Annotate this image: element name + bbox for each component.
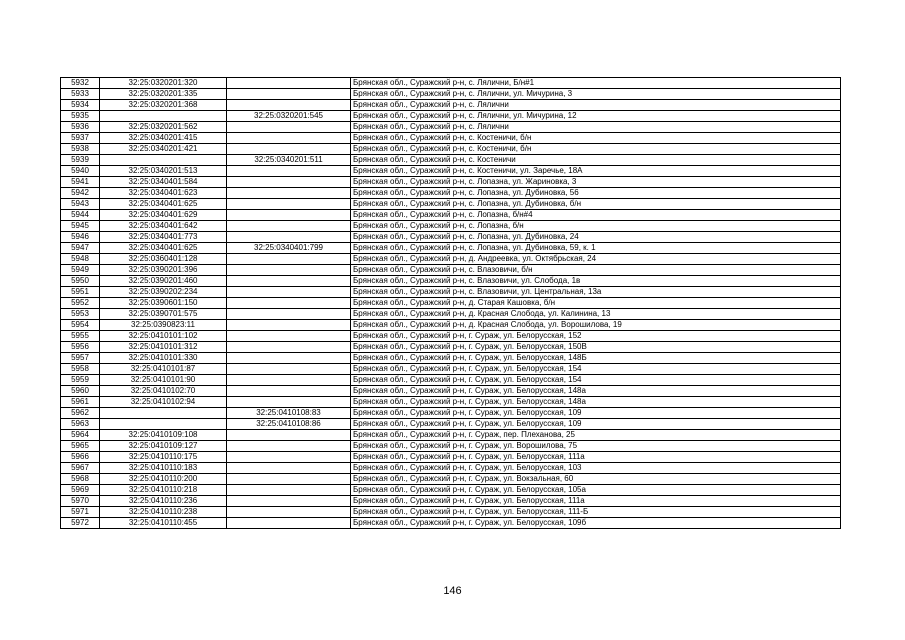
linked-cadastral-number-cell <box>227 496 351 507</box>
records-table-body <box>61 78 841 529</box>
address-cell: Брянская обл., Суражский р-н, с. Влазовичи, ул. Центральная, 13а <box>351 287 841 298</box>
cadastral-number-cell <box>100 111 227 122</box>
row-number-cell: 5951 <box>61 287 100 298</box>
address-cell: Брянская обл., Суражский р-н, с. Лопазна, б/н <box>351 221 841 232</box>
address-cell: Брянская обл., Суражский р-н, с. Лялични, Б/н#1 <box>351 78 841 89</box>
table-row <box>61 155 841 166</box>
linked-cadastral-number-cell <box>227 441 351 452</box>
linked-cadastral-number-cell <box>227 177 351 188</box>
linked-cadastral-number-cell <box>227 474 351 485</box>
row-number-cell: 5933 <box>61 89 100 100</box>
cadastral-number-cell: 32:25:0410101:90 <box>100 375 227 386</box>
cadastral-number-cell: 32:25:0390601:150 <box>100 298 227 309</box>
row-number-cell: 5953 <box>61 309 100 320</box>
table-row <box>61 408 841 419</box>
linked-cadastral-number-cell: 32:25:0320201:545 <box>227 111 351 122</box>
cadastral-number-cell: 32:25:0410109:108 <box>100 430 227 441</box>
linked-cadastral-number-cell <box>227 375 351 386</box>
row-number-cell: 5948 <box>61 254 100 265</box>
address-cell: Брянская обл., Суражский р-н, г. Сураж, ул. Белорусская, 154 <box>351 364 841 375</box>
address-cell: Брянская обл., Суражский р-н, с. Костеничи, б/н <box>351 133 841 144</box>
linked-cadastral-number-cell <box>227 353 351 364</box>
cadastral-number-cell: 32:25:0320201:320 <box>100 78 227 89</box>
cadastral-number-cell: 32:25:0340401:773 <box>100 232 227 243</box>
address-cell: Брянская обл., Суражский р-н, г. Сураж, ул. Белорусская, 109б <box>351 518 841 529</box>
table-row <box>61 485 841 496</box>
cadastral-number-cell: 32:25:0410110:455 <box>100 518 227 529</box>
cadastral-number-cell: 32:25:0410101:312 <box>100 342 227 353</box>
address-cell: Брянская обл., Суражский р-н, г. Сураж, пер. Плеханова, 25 <box>351 430 841 441</box>
address-cell: Брянская обл., Суражский р-н, с. Костеничи <box>351 155 841 166</box>
address-cell: Брянская обл., Суражский р-н, с. Влазовичи, б/н <box>351 265 841 276</box>
linked-cadastral-number-cell <box>227 320 351 331</box>
table-row <box>61 518 841 529</box>
records-table <box>60 77 841 529</box>
row-number-cell: 5946 <box>61 232 100 243</box>
address-cell: Брянская обл., Суражский р-н, г. Сураж, ул. Белорусская, 109 <box>351 419 841 430</box>
cadastral-number-cell: 32:25:0340401:642 <box>100 221 227 232</box>
table-row <box>61 474 841 485</box>
address-cell: Брянская обл., Суражский р-н, г. Сураж, ул. Белорусская, 111а <box>351 496 841 507</box>
linked-cadastral-number-cell <box>227 100 351 111</box>
address-cell: Брянская обл., Суражский р-н, с. Костеничи, ул. Заречье, 18А <box>351 166 841 177</box>
cadastral-number-cell: 32:25:0340401:584 <box>100 177 227 188</box>
cadastral-number-cell: 32:25:0340201:513 <box>100 166 227 177</box>
address-cell: Брянская обл., Суражский р-н, г. Сураж, ул. Белорусская, 148Б <box>351 353 841 364</box>
cadastral-number-cell: 32:25:0320201:335 <box>100 89 227 100</box>
table-row <box>61 419 841 430</box>
linked-cadastral-number-cell <box>227 254 351 265</box>
linked-cadastral-number-cell <box>227 188 351 199</box>
linked-cadastral-number-cell <box>227 397 351 408</box>
table-row <box>61 342 841 353</box>
address-cell: Брянская обл., Суражский р-н, д. Старая Кашовка, б/н <box>351 298 841 309</box>
row-number-cell: 5941 <box>61 177 100 188</box>
linked-cadastral-number-cell <box>227 386 351 397</box>
table-row <box>61 122 841 133</box>
table-row <box>61 320 841 331</box>
row-number-cell: 5962 <box>61 408 100 419</box>
table-row <box>61 397 841 408</box>
cadastral-number-cell: 32:25:0340201:415 <box>100 133 227 144</box>
row-number-cell: 5970 <box>61 496 100 507</box>
row-number-cell: 5961 <box>61 397 100 408</box>
cadastral-number-cell: 32:25:0390823:11 <box>100 320 227 331</box>
address-cell: Брянская обл., Суражский р-н, с. Лялични, ул. Мичурина, 3 <box>351 89 841 100</box>
cadastral-number-cell: 32:25:0410101:330 <box>100 353 227 364</box>
row-number-cell: 5969 <box>61 485 100 496</box>
linked-cadastral-number-cell: 32:25:0340401:799 <box>227 243 351 254</box>
address-cell: Брянская обл., Суражский р-н, с. Лопазна, ул. Дубиновка, 24 <box>351 232 841 243</box>
table-row <box>61 452 841 463</box>
row-number-cell: 5972 <box>61 518 100 529</box>
table-row <box>61 243 841 254</box>
address-cell: Брянская обл., Суражский р-н, д. Красная Слобода, ул. Ворошилова, 19 <box>351 320 841 331</box>
address-cell: Брянская обл., Суражский р-н, г. Сураж, ул. Белорусская, 148а <box>351 397 841 408</box>
cadastral-number-cell: 32:25:0410110:175 <box>100 452 227 463</box>
row-number-cell: 5963 <box>61 419 100 430</box>
address-cell: Брянская обл., Суражский р-н, г. Сураж, ул. Белорусская, 152 <box>351 331 841 342</box>
linked-cadastral-number-cell <box>227 89 351 100</box>
row-number-cell: 5945 <box>61 221 100 232</box>
table-row <box>61 254 841 265</box>
table-row <box>61 309 841 320</box>
address-cell: Брянская обл., Суражский р-н, г. Сураж, ул. Белорусская, 150В <box>351 342 841 353</box>
table-row <box>61 199 841 210</box>
row-number-cell: 5965 <box>61 441 100 452</box>
cadastral-number-cell: 32:25:0410110:218 <box>100 485 227 496</box>
row-number-cell: 5934 <box>61 100 100 111</box>
row-number-cell: 5968 <box>61 474 100 485</box>
row-number-cell: 5966 <box>61 452 100 463</box>
address-cell: Брянская обл., Суражский р-н, г. Сураж, ул. Белорусская, 154 <box>351 375 841 386</box>
linked-cadastral-number-cell <box>227 287 351 298</box>
cadastral-number-cell: 32:25:0390701:575 <box>100 309 227 320</box>
cadastral-number-cell: 32:25:0320201:368 <box>100 100 227 111</box>
table-row <box>61 463 841 474</box>
address-cell: Брянская обл., Суражский р-н, г. Сураж, ул. Ворошилова, 75 <box>351 441 841 452</box>
cadastral-number-cell: 32:25:0410110:236 <box>100 496 227 507</box>
cadastral-number-cell: 32:25:0390201:396 <box>100 265 227 276</box>
row-number-cell: 5939 <box>61 155 100 166</box>
cadastral-number-cell <box>100 155 227 166</box>
row-number-cell: 5944 <box>61 210 100 221</box>
table-row <box>61 287 841 298</box>
linked-cadastral-number-cell <box>227 298 351 309</box>
table-row <box>61 177 841 188</box>
page-number: 146 <box>443 585 462 597</box>
linked-cadastral-number-cell <box>227 232 351 243</box>
address-cell: Брянская обл., Суражский р-н, с. Лопазна, б/н#4 <box>351 210 841 221</box>
linked-cadastral-number-cell <box>227 463 351 474</box>
linked-cadastral-number-cell <box>227 265 351 276</box>
table-row <box>61 221 841 232</box>
row-number-cell: 5964 <box>61 430 100 441</box>
cadastral-number-cell: 32:25:0410101:87 <box>100 364 227 375</box>
cadastral-number-cell: 32:25:0410110:183 <box>100 463 227 474</box>
cadastral-number-cell: 32:25:0340201:421 <box>100 144 227 155</box>
row-number-cell: 5940 <box>61 166 100 177</box>
linked-cadastral-number-cell <box>227 199 351 210</box>
row-number-cell: 5938 <box>61 144 100 155</box>
linked-cadastral-number-cell <box>227 78 351 89</box>
table-row <box>61 331 841 342</box>
linked-cadastral-number-cell <box>227 452 351 463</box>
table-row <box>61 265 841 276</box>
row-number-cell: 5932 <box>61 78 100 89</box>
row-number-cell: 5960 <box>61 386 100 397</box>
table-row <box>61 188 841 199</box>
cadastral-number-cell: 32:25:0340401:623 <box>100 188 227 199</box>
row-number-cell: 5950 <box>61 276 100 287</box>
row-number-cell: 5949 <box>61 265 100 276</box>
address-cell: Брянская обл., Суражский р-н, с. Лялични, ул. Мичурина, 12 <box>351 111 841 122</box>
row-number-cell: 5967 <box>61 463 100 474</box>
linked-cadastral-number-cell <box>227 507 351 518</box>
cadastral-number-cell: 32:25:0410102:94 <box>100 397 227 408</box>
row-number-cell: 5942 <box>61 188 100 199</box>
table-row <box>61 375 841 386</box>
table-row <box>61 232 841 243</box>
row-number-cell: 5954 <box>61 320 100 331</box>
linked-cadastral-number-cell: 32:25:0410108:83 <box>227 408 351 419</box>
address-cell: Брянская обл., Суражский р-н, д. Красная Слобода, ул. Калинина, 13 <box>351 309 841 320</box>
table-row <box>61 111 841 122</box>
linked-cadastral-number-cell <box>227 210 351 221</box>
cadastral-number-cell: 32:25:0320201:562 <box>100 122 227 133</box>
row-number-cell: 5956 <box>61 342 100 353</box>
row-number-cell: 5971 <box>61 507 100 518</box>
row-number-cell: 5957 <box>61 353 100 364</box>
linked-cadastral-number-cell <box>227 144 351 155</box>
row-number-cell: 5955 <box>61 331 100 342</box>
cadastral-number-cell <box>100 408 227 419</box>
address-cell: Брянская обл., Суражский р-н, д. Андреевка, ул. Октябрьская, 24 <box>351 254 841 265</box>
table-row <box>61 100 841 111</box>
row-number-cell: 5935 <box>61 111 100 122</box>
address-cell: Брянская обл., Суражский р-н, с. Лопазна, ул. Жариновка, 3 <box>351 177 841 188</box>
table-row <box>61 507 841 518</box>
table-row <box>61 386 841 397</box>
linked-cadastral-number-cell <box>227 133 351 144</box>
address-cell: Брянская обл., Суражский р-н, с. Лялични <box>351 100 841 111</box>
linked-cadastral-number-cell <box>227 364 351 375</box>
table-row <box>61 133 841 144</box>
address-cell: Брянская обл., Суражский р-н, г. Сураж, ул. Вокзальная, 60 <box>351 474 841 485</box>
row-number-cell: 5952 <box>61 298 100 309</box>
row-number-cell: 5959 <box>61 375 100 386</box>
table-row <box>61 298 841 309</box>
cadastral-number-cell: 32:25:0410110:200 <box>100 474 227 485</box>
table-row <box>61 78 841 89</box>
linked-cadastral-number-cell <box>227 309 351 320</box>
cadastral-number-cell: 32:25:0410109:127 <box>100 441 227 452</box>
linked-cadastral-number-cell <box>227 430 351 441</box>
table-row <box>61 276 841 287</box>
address-cell: Брянская обл., Суражский р-н, г. Сураж, ул. Белорусская, 111а <box>351 452 841 463</box>
table-row <box>61 496 841 507</box>
linked-cadastral-number-cell <box>227 342 351 353</box>
table-row <box>61 430 841 441</box>
address-cell: Брянская обл., Суражский р-н, г. Сураж, ул. Белорусская, 109 <box>351 408 841 419</box>
address-cell: Брянская обл., Суражский р-н, с. Лялични <box>351 122 841 133</box>
table-row <box>61 89 841 100</box>
linked-cadastral-number-cell <box>227 331 351 342</box>
cadastral-number-cell: 32:25:0340401:629 <box>100 210 227 221</box>
linked-cadastral-number-cell <box>227 276 351 287</box>
linked-cadastral-number-cell: 32:25:0340201:511 <box>227 155 351 166</box>
cadastral-number-cell: 32:25:0340401:625 <box>100 199 227 210</box>
address-cell: Брянская обл., Суражский р-н, с. Лопазна, ул. Дубиновка, 56 <box>351 188 841 199</box>
address-cell: Брянская обл., Суражский р-н, с. Лопазна, ул. Дубиновка, 59, к. 1 <box>351 243 841 254</box>
address-cell: Брянская обл., Суражский р-н, г. Сураж, ул. Белорусская, 103 <box>351 463 841 474</box>
row-number-cell: 5947 <box>61 243 100 254</box>
address-cell: Брянская обл., Суражский р-н, с. Костеничи, б/н <box>351 144 841 155</box>
row-number-cell: 5943 <box>61 199 100 210</box>
table-row <box>61 166 841 177</box>
cadastral-number-cell: 32:25:0340401:625 <box>100 243 227 254</box>
linked-cadastral-number-cell <box>227 122 351 133</box>
address-cell: Брянская обл., Суражский р-н, г. Сураж, ул. Белорусская, 148а <box>351 386 841 397</box>
linked-cadastral-number-cell <box>227 221 351 232</box>
row-number-cell: 5937 <box>61 133 100 144</box>
cadastral-number-cell: 32:25:0360401:128 <box>100 254 227 265</box>
cadastral-number-cell: 32:25:0390202:234 <box>100 287 227 298</box>
table-row <box>61 210 841 221</box>
linked-cadastral-number-cell: 32:25:0410108:86 <box>227 419 351 430</box>
table-row <box>61 353 841 364</box>
row-number-cell: 5958 <box>61 364 100 375</box>
linked-cadastral-number-cell <box>227 485 351 496</box>
cadastral-number-cell: 32:25:0390201:460 <box>100 276 227 287</box>
address-cell: Брянская обл., Суражский р-н, с. Влазовичи, ул. Слобода, 1в <box>351 276 841 287</box>
table-row <box>61 441 841 452</box>
table-row <box>61 364 841 375</box>
linked-cadastral-number-cell <box>227 518 351 529</box>
cadastral-number-cell: 32:25:0410102:70 <box>100 386 227 397</box>
cadastral-number-cell: 32:25:0410101:102 <box>100 331 227 342</box>
address-cell: Брянская обл., Суражский р-н, с. Лопазна, ул. Дубиновка, б/н <box>351 199 841 210</box>
linked-cadastral-number-cell <box>227 166 351 177</box>
cadastral-number-cell <box>100 419 227 430</box>
address-cell: Брянская обл., Суражский р-н, г. Сураж, ул. Белорусская, 111-Б <box>351 507 841 518</box>
cadastral-number-cell: 32:25:0410110:238 <box>100 507 227 518</box>
table-row <box>61 144 841 155</box>
row-number-cell: 5936 <box>61 122 100 133</box>
address-cell: Брянская обл., Суражский р-н, г. Сураж, ул. Белорусская, 105а <box>351 485 841 496</box>
